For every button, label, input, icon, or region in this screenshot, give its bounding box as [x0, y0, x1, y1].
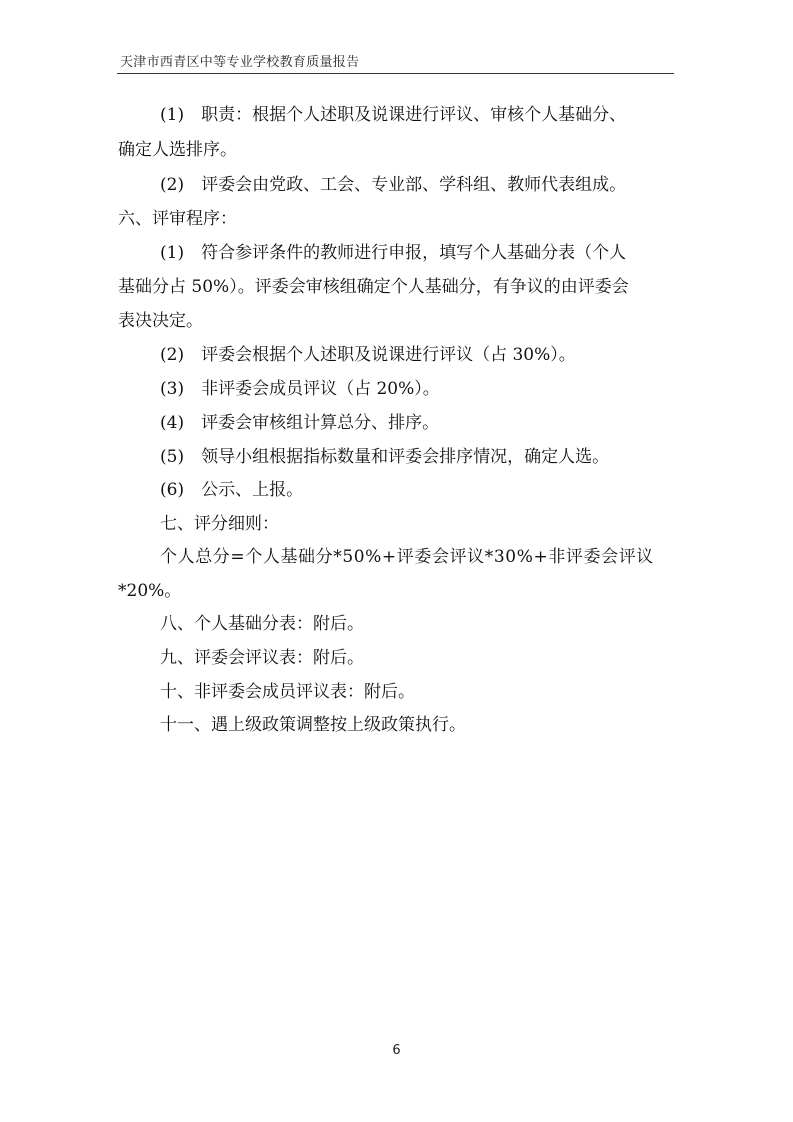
section-heading: 六、评审程序：: [118, 209, 237, 229]
text-line: (1) 符合参评条件的教师进行申报，填写个人基础分表（个人: [160, 243, 627, 263]
text-line: *20%。: [118, 581, 182, 601]
text-line: 个人总分=个人基础分*50%+评委会评议*30%+非评委会评议: [160, 547, 654, 567]
section-heading: 十、非评委会成员评议表：附后。: [160, 682, 415, 702]
page-number: 6: [392, 1043, 401, 1058]
text-line: (3) 非评委会成员评议（占 20%）。: [160, 379, 440, 399]
page-header-title: 天津市西青区中等专业学校教育质量报告: [120, 55, 360, 70]
text-line: (1) 职责：根据个人述职及说课进行评议、审核个人基础分、: [160, 105, 627, 125]
text-line: 基础分占 50%）。评委会审核组确定个人基础分，有争议的由评委会: [118, 277, 629, 297]
section-heading: 九、评委会评议表：附后。: [160, 648, 364, 668]
text-line: (2) 评委会由党政、工会、专业部、学科组、教师代表组成。: [160, 175, 627, 195]
section-heading: 八、个人基础分表：附后。: [160, 614, 364, 634]
text-line: 确定人选排序。: [118, 140, 237, 160]
section-heading: 七、评分细则：: [160, 514, 279, 534]
text-line: (5) 领导小组根据指标数量和评委会排序情况，确定人选。: [160, 447, 610, 467]
text-line: (2) 评委会根据个人述职及说课进行评议（占 30%）。: [160, 345, 576, 365]
header-divider: [117, 73, 674, 74]
text-line: (6) 公示、上报。: [160, 480, 304, 500]
text-line: (4) 评委会审核组计算总分、排序。: [160, 413, 440, 433]
text-line: 表决决定。: [118, 311, 203, 331]
section-heading: 十一、遇上级政策调整按上级政策执行。: [160, 715, 466, 735]
